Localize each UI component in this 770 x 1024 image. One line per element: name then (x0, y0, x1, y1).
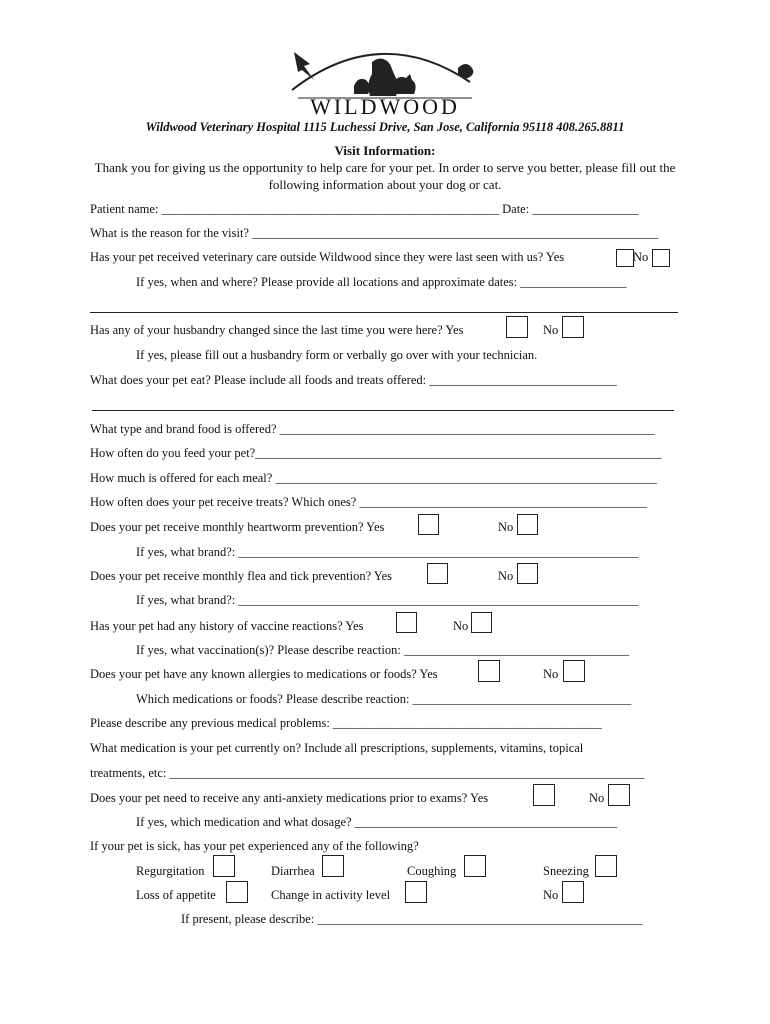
sick-question: If your pet is sick, has your pet experienced any of the following? (90, 839, 419, 853)
husbandry-no-checkbox[interactable] (562, 316, 584, 338)
symptom-sneezing-label: Sneezing (543, 864, 589, 878)
symptom-diarrhea-label: Diarrhea (271, 864, 315, 878)
vaccine-reaction-label: Has your pet had any history of vaccine reactions? Yes (90, 619, 364, 633)
symptom-activity-label: Change in activity level (271, 888, 391, 902)
patient-name-field[interactable]: Patient name: ______________________________________________________ Date: _________________ (90, 202, 639, 216)
allergies-label: Does your pet have any known allergies to medications or foods? Yes (90, 667, 438, 681)
flea-tick-brand-field[interactable]: If yes, what brand?: ________________________________________________________________ (136, 593, 639, 607)
vaccine-no-checkbox[interactable] (471, 612, 492, 633)
husbandry-form-note: If yes, please fill out a husbandry form or verbally go over with your technician. (136, 348, 538, 362)
vaccine-describe-field[interactable]: If yes, what vaccination(s)? Please describe reaction: ____________________________________ (136, 643, 629, 657)
wildwood-logo (280, 42, 490, 120)
symptom-none-label: No (543, 888, 559, 902)
heartworm-yes-checkbox[interactable] (418, 514, 439, 535)
heartworm-label: Does your pet receive monthly heartworm prevention? Yes (90, 520, 385, 534)
symptom-coughing-checkbox[interactable] (464, 855, 486, 877)
vaccine-no-label: No (453, 619, 469, 633)
symptom-describe-field[interactable]: If present, please describe: ____________________________________________________ (181, 912, 643, 926)
medical-problems-field[interactable]: Please describe any previous medical problems: ___________________________________________ (90, 716, 602, 730)
symptom-none-checkbox[interactable] (562, 881, 584, 903)
feed-amount-field[interactable]: How much is offered for each meal? _____________________________________________________________ (90, 471, 657, 485)
allergies-describe-field[interactable]: Which medications or foods? Please describe reaction: ___________________________________ (136, 692, 632, 706)
intro-line-2: following information about your dog or cat. (268, 177, 502, 192)
symptom-coughing-label: Coughing (407, 864, 457, 878)
heartworm-no-label: No (498, 520, 514, 534)
symptom-appetite-checkbox[interactable] (226, 881, 248, 903)
symptom-activity-checkbox[interactable] (405, 881, 427, 903)
visit-reason-field[interactable]: What is the reason for the visit? _________________________________________________________________ (90, 226, 659, 240)
diet-extra-line[interactable] (92, 410, 674, 411)
svg-text:WILDWOOD: WILDWOOD (310, 94, 460, 119)
allergies-no-checkbox[interactable] (563, 660, 585, 682)
symptom-diarrhea-checkbox[interactable] (322, 855, 344, 877)
flea-tick-yes-checkbox[interactable] (427, 563, 448, 584)
when-where-extra-line[interactable] (90, 312, 678, 313)
vet-care-no-label: No (633, 250, 649, 264)
treats-field[interactable]: How often does your pet receive treats? Which ones? ______________________________________________ (90, 495, 647, 509)
anti-anxiety-label: Does your pet need to receive any anti-anxiety medications prior to exams? Yes (90, 791, 489, 805)
anxiety-dosage-field[interactable]: If yes, which medication and what dosage? __________________________________________ (136, 815, 618, 829)
vet-care-yes-checkbox[interactable] (616, 249, 634, 267)
intro-line-1: Thank you for giving us the opportunity to help care for your pet. In order to serve you better, please fill out the (94, 160, 676, 175)
allergies-no-label: No (543, 667, 559, 681)
vaccine-yes-checkbox[interactable] (396, 612, 417, 633)
anti-anxiety-no-label: No (589, 791, 605, 805)
vet-care-no-checkbox[interactable] (652, 249, 670, 267)
medication-question-line1: What medication is your pet currently on? Include all prescriptions, supplements, vitamins, topical (90, 741, 584, 755)
husbandry-yes-checkbox[interactable] (506, 316, 528, 338)
anti-anxiety-yes-checkbox[interactable] (533, 784, 555, 806)
flea-tick-no-label: No (498, 569, 514, 583)
symptom-regurgitation-checkbox[interactable] (213, 855, 235, 877)
symptom-sneezing-checkbox[interactable] (595, 855, 617, 877)
feed-frequency-field[interactable]: How often do you feed your pet?_________________________________________________________________ (90, 446, 662, 460)
symptom-appetite-label: Loss of appetite (136, 888, 216, 902)
medication-field[interactable]: treatments, etc: ____________________________________________________________________________ (90, 766, 645, 780)
symptom-regurgitation-label: Regurgitation (136, 864, 205, 878)
anti-anxiety-no-checkbox[interactable] (608, 784, 630, 806)
diet-field[interactable]: What does your pet eat? Please include all foods and treats offered: ______________________________ (90, 373, 617, 387)
heartworm-no-checkbox[interactable] (517, 514, 538, 535)
flea-tick-label: Does your pet receive monthly flea and tick prevention? Yes (90, 569, 392, 583)
page-title: Visit Information: (334, 143, 436, 158)
heartworm-brand-field[interactable]: If yes, what brand?: ________________________________________________________________ (136, 545, 639, 559)
allergies-yes-checkbox[interactable] (478, 660, 500, 682)
flea-tick-no-checkbox[interactable] (517, 563, 538, 584)
food-brand-field[interactable]: What type and brand food is offered? ____________________________________________________________ (90, 422, 655, 436)
when-where-field[interactable]: If yes, when and where? Please provide all locations and approximate dates: _________________ (136, 275, 627, 289)
husbandry-label: Has any of your husbandry changed since the last time you were here? Yes (90, 323, 464, 337)
vet-care-outside-label: Has your pet received veterinary care outside Wildwood since they were last seen with us? Yes (90, 250, 565, 264)
husbandry-no-label: No (543, 323, 559, 337)
clinic-address: Wildwood Veterinary Hospital 1115 Luchessi Drive, San Jose, California 95118 408.265.8811 (145, 120, 625, 134)
